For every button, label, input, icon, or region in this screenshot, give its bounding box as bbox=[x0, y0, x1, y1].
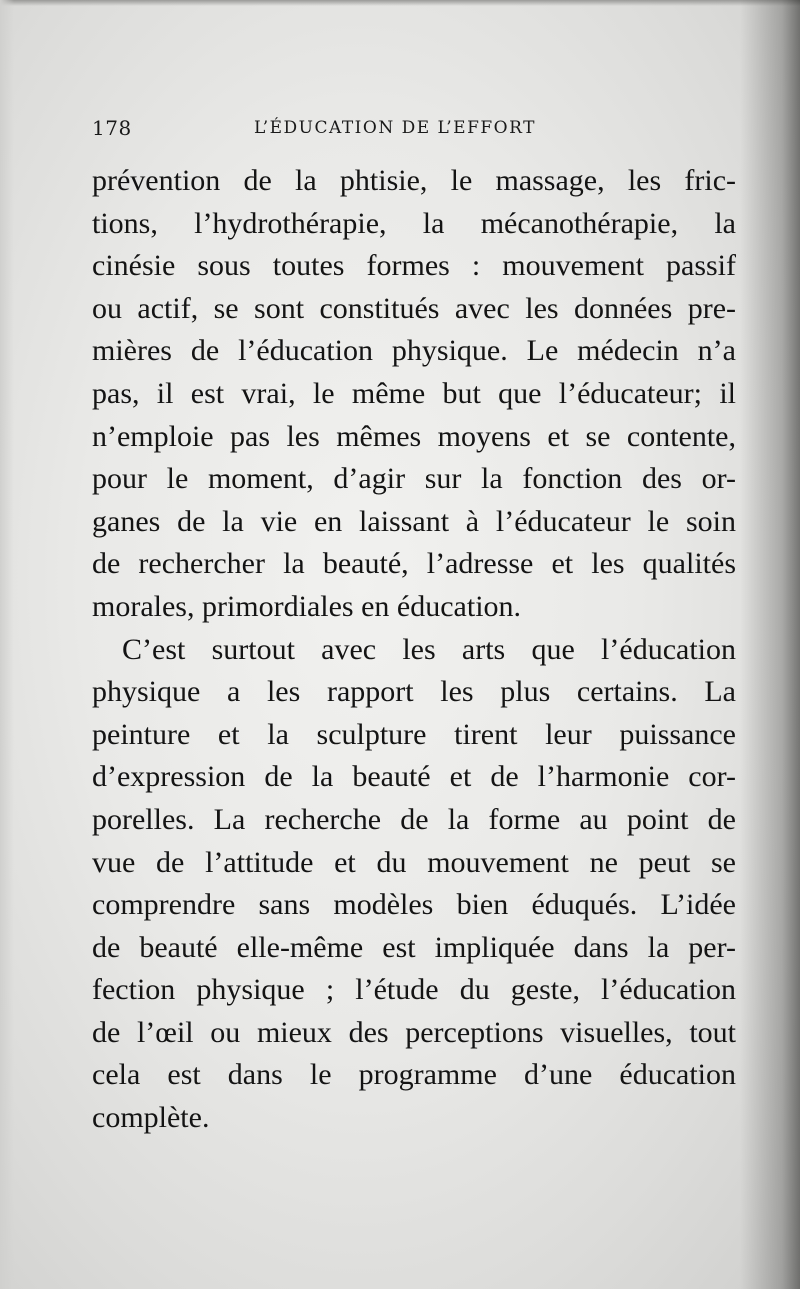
text-line: tions, l’hydrothérapie, la mécanothérapie, la bbox=[92, 206, 736, 240]
text-line: physique a les rapport les plus certains. La bbox=[92, 675, 736, 709]
text-line: pas, il est vrai, le même but que l’éducateur; il bbox=[92, 376, 736, 410]
text-line: de rechercher la beauté, l’adresse et les qualités bbox=[92, 547, 736, 581]
text-line: pour le moment, d’agir sur la fonction des or- bbox=[92, 462, 736, 496]
text-line: ganes de la vie en laissant à l’éducateur le soin bbox=[92, 504, 736, 538]
text-line: vue de l’attitude et du mouvement ne peut se bbox=[92, 845, 736, 879]
page-number: 178 bbox=[92, 116, 132, 140]
text-line: de l’œil ou mieux des perceptions visuelles, tout bbox=[92, 1015, 736, 1049]
text-line: complète. bbox=[92, 1101, 210, 1135]
text-line: mières de l’éducation physique. Le médecin n’a bbox=[92, 334, 736, 368]
text-line: cinésie sous toutes formes : mouvement passif bbox=[92, 249, 736, 283]
text-line: fection physique ; l’étude du geste, l’éducation bbox=[92, 973, 736, 1007]
text-line: ou actif, se sont constitués avec les données pre- bbox=[92, 291, 736, 325]
text-line: peinture et la sculpture tirent leur puissance bbox=[92, 717, 736, 751]
text-line: comprendre sans modèles bien éduqués. L’idée bbox=[92, 888, 736, 922]
running-title: L’ÉDUCATION DE L’EFFORT bbox=[254, 118, 536, 138]
text-line: prévention de la phtisie, le massage, les fric- bbox=[92, 164, 736, 197]
text-line: morales, primordiales en éducation. bbox=[92, 589, 522, 623]
text-line: de beauté elle-même est impliquée dans la per- bbox=[92, 930, 736, 964]
running-head bbox=[92, 116, 732, 146]
text-line: cela est dans le programme d’une éducation bbox=[92, 1058, 736, 1092]
body-text bbox=[92, 160, 736, 1140]
text-line: C’est surtout avec les arts que l’éducation bbox=[122, 632, 736, 666]
text-line: d’expression de la beauté et de l’harmonie cor- bbox=[92, 760, 736, 794]
page-edge-shadow bbox=[0, 0, 14, 1289]
text-line: porelles. La recherche de la forme au point de bbox=[92, 802, 736, 836]
text-line: n’emploie pas les mêmes moyens et se contente, bbox=[92, 419, 736, 453]
